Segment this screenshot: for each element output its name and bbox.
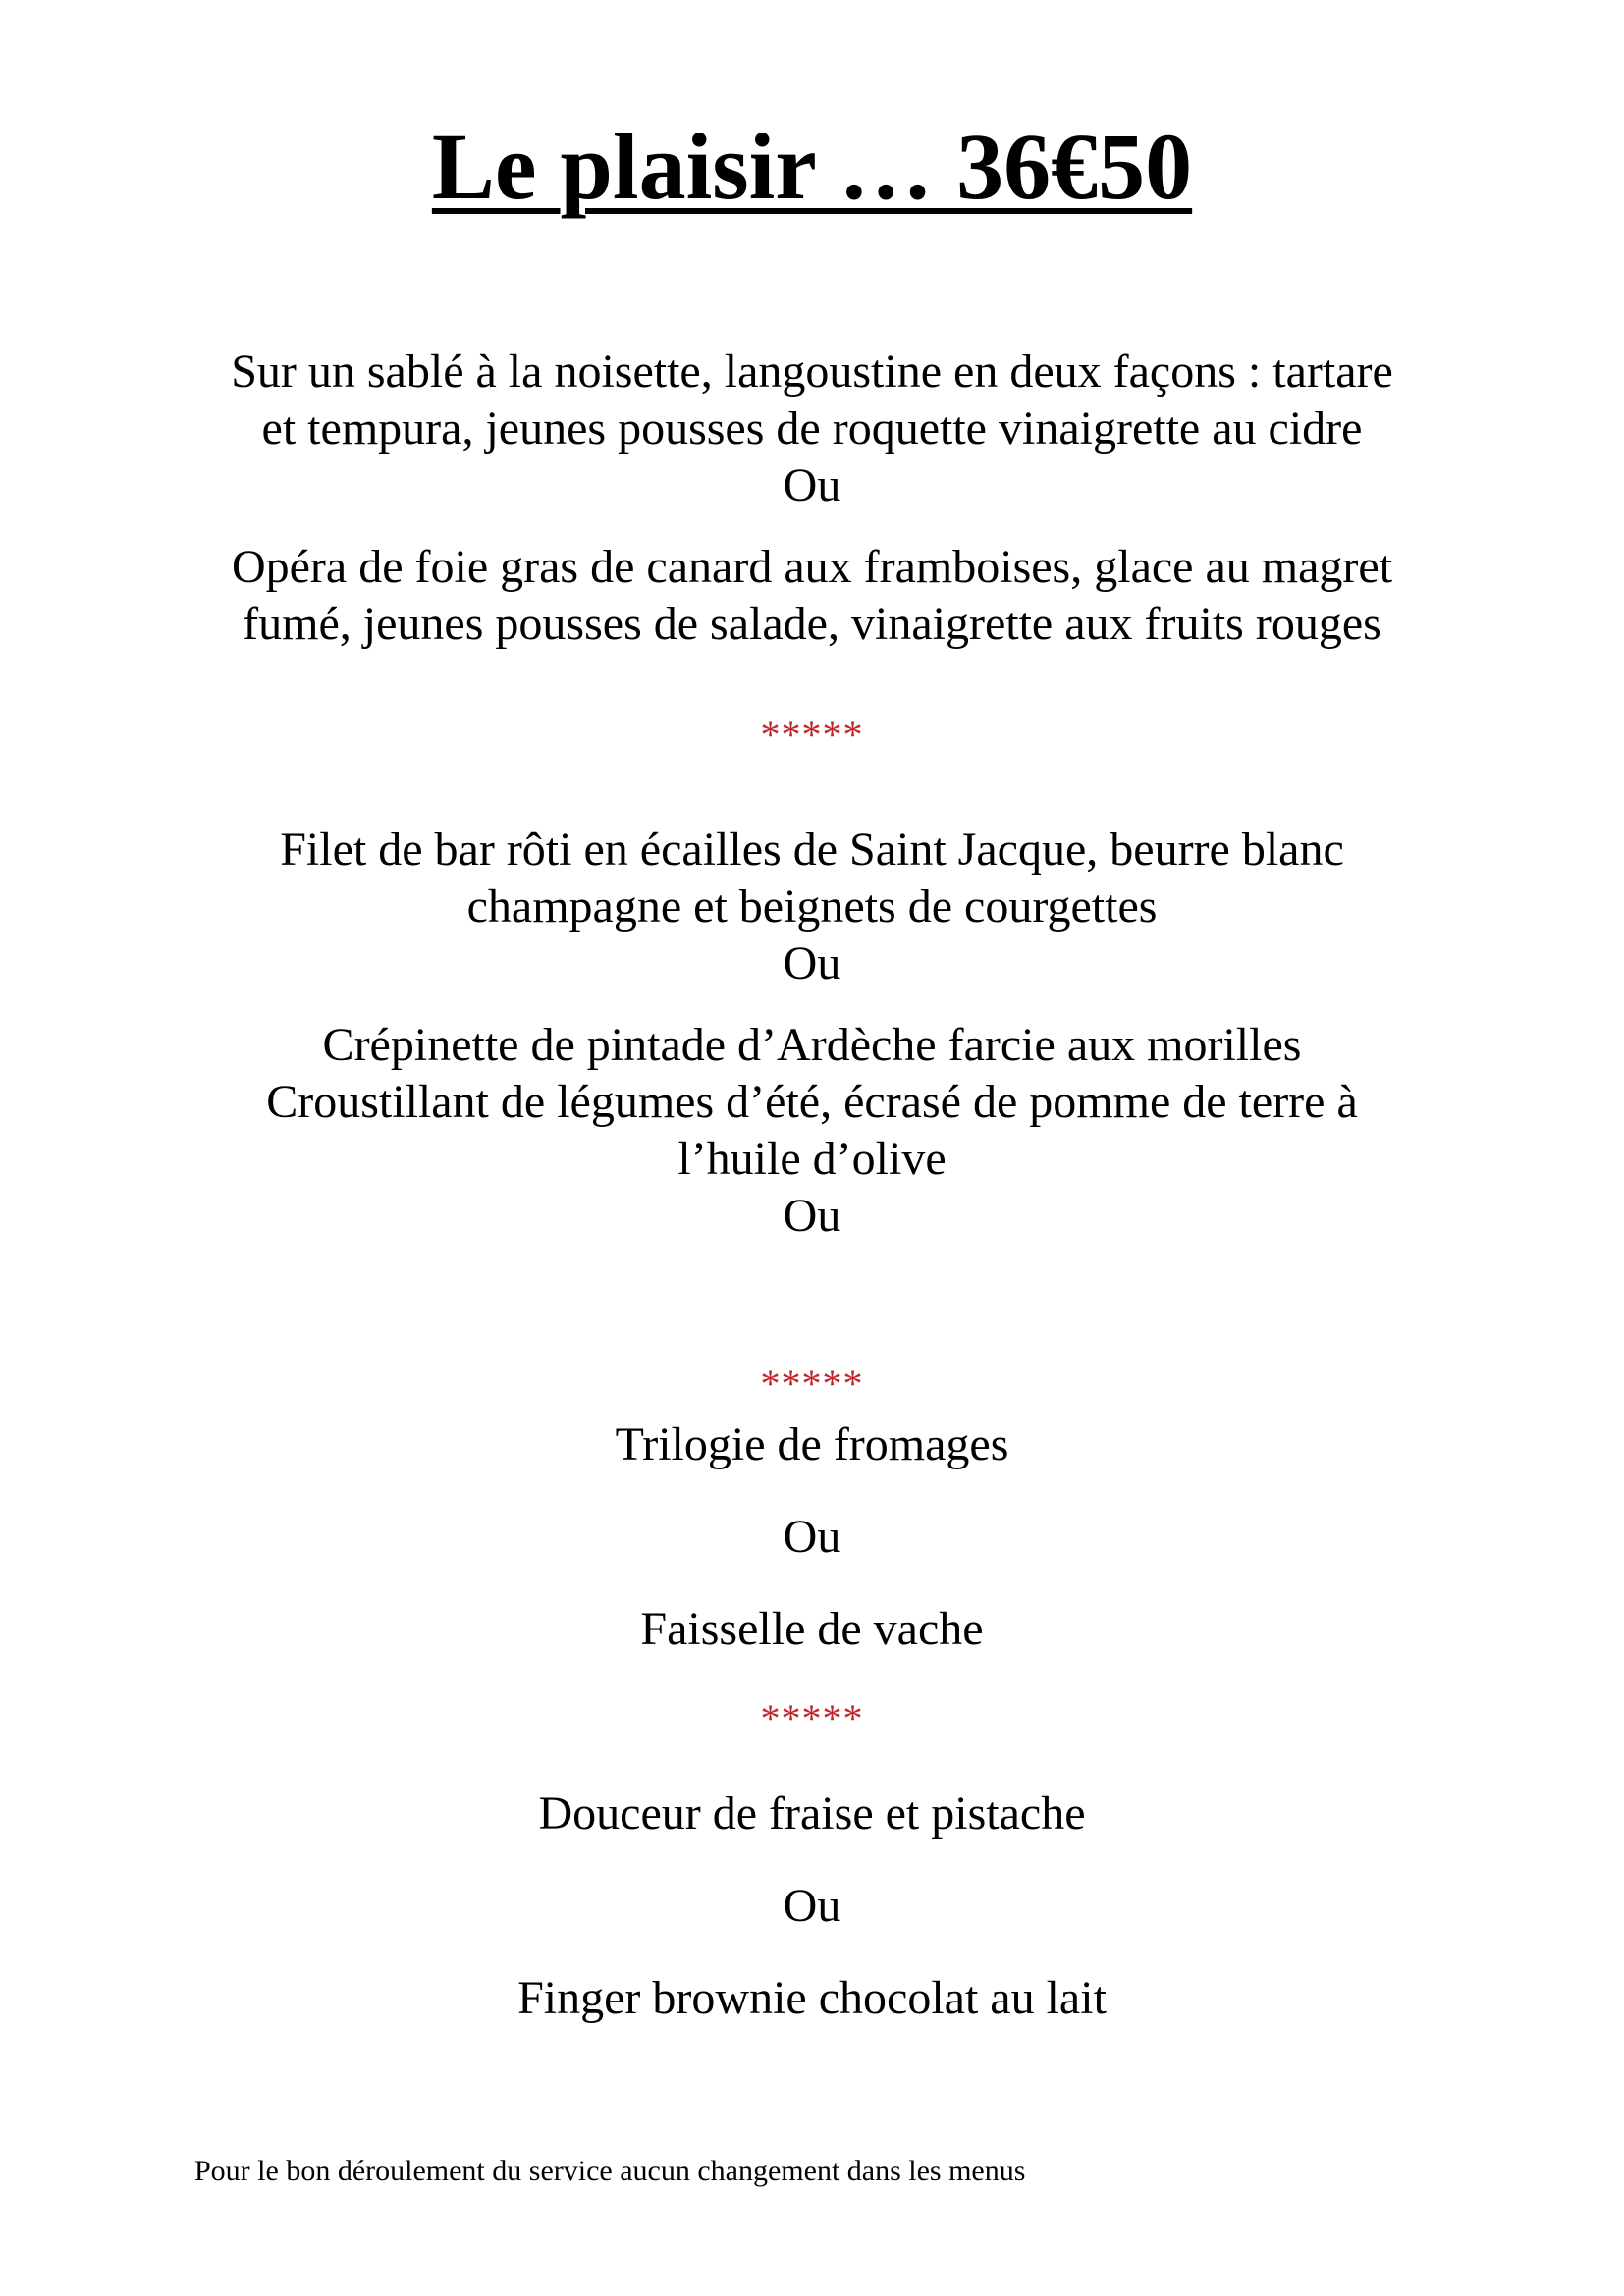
main-1-line-1: Filet de bar rôti en écailles de Saint Jacque, beurre blanc bbox=[280, 824, 1344, 876]
main-2-line-3: l’huile d’olive bbox=[677, 1133, 947, 1185]
starter-1-line-1: Sur un sablé à la noisette, langoustine en deux façons : tartare bbox=[231, 346, 1393, 398]
course-separator: ***** bbox=[760, 1696, 864, 1740]
starter-2-line-2: fumé, jeunes pousses de salade, vinaigrette aux fruits rouges bbox=[243, 598, 1381, 650]
cheese-2: Faisselle de vache bbox=[640, 1603, 984, 1655]
dessert-1: Douceur de fraise et pistache bbox=[538, 1788, 1086, 1840]
starter-2-line-1: Opéra de foie gras de canard aux framboises, glace au magret bbox=[231, 541, 1393, 593]
menu-title: Le plaisir … 36€50 bbox=[431, 114, 1193, 219]
main-or: Ou bbox=[783, 937, 841, 989]
starter-1-line-2: et tempura, jeunes pousses de roquette vinaigrette au cidre bbox=[261, 402, 1363, 454]
dessert-2: Finger brownie chocolat au lait bbox=[517, 1972, 1107, 2024]
main-1-line-2: champagne et beignets de courgettes bbox=[466, 881, 1158, 933]
main-2-line-1: Crépinette de pintade d’Ardèche farcie aux morilles bbox=[322, 1019, 1302, 1071]
main-2-line-2: Croustillant de légumes d’été, écrasé de pomme de terre à bbox=[266, 1076, 1358, 1128]
cheese-1: Trilogie de fromages bbox=[615, 1418, 1009, 1470]
course-separator: ***** bbox=[760, 713, 864, 757]
course-separator: ***** bbox=[760, 1362, 864, 1406]
main-or-2: Ou bbox=[783, 1190, 841, 1242]
starter-or: Ou bbox=[783, 459, 841, 511]
footer-note: Pour le bon déroulement du service aucun changement dans les menus bbox=[194, 2155, 1026, 2187]
dessert-or: Ou bbox=[783, 1880, 841, 1932]
cheese-or: Ou bbox=[783, 1511, 841, 1563]
